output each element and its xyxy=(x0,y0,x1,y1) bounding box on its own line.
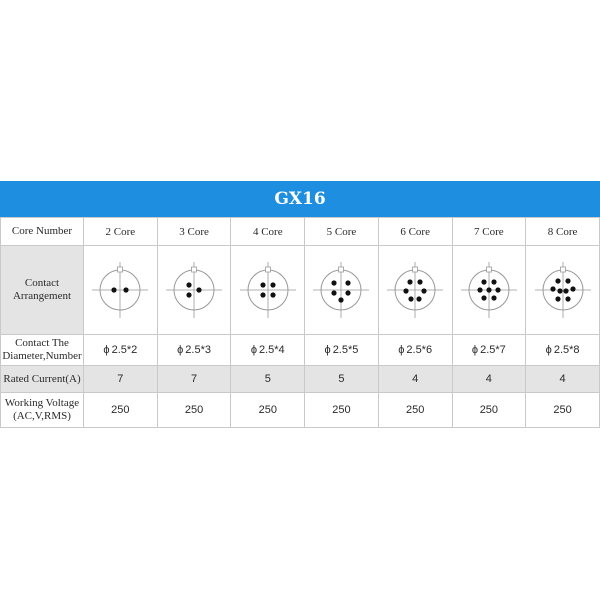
pin-dot xyxy=(186,292,191,297)
current-cell: 7 xyxy=(84,366,158,393)
row-working-voltage xyxy=(1,393,600,428)
label-line: Contact xyxy=(24,277,60,289)
table-title: GX16 xyxy=(274,189,326,209)
pin-dot xyxy=(565,296,570,301)
connector-diagram xyxy=(306,255,376,325)
arrangement-cell xyxy=(84,246,158,335)
row-core-number xyxy=(1,218,600,246)
pin-dot xyxy=(563,288,568,293)
diameter-value: 2.5*7 xyxy=(480,344,506,356)
arrangement-cell xyxy=(231,246,305,335)
row-rated-current xyxy=(1,366,600,393)
pin-dot xyxy=(555,278,560,283)
key-notch xyxy=(192,267,197,272)
pin-dot xyxy=(332,280,337,285)
diameter-symbol: ϕ xyxy=(471,344,479,356)
diameter-symbol: ϕ xyxy=(103,344,110,356)
pin-dot xyxy=(550,286,555,291)
current-cell: 5 xyxy=(305,366,379,393)
pin-dot xyxy=(196,287,201,292)
diameter-cell xyxy=(231,335,305,366)
key-notch xyxy=(413,267,418,272)
pin-dot xyxy=(570,286,575,291)
pin-dot xyxy=(346,280,351,285)
diameter-cell xyxy=(526,335,600,366)
diameter-value: 2.5*2 xyxy=(111,344,138,356)
pin-dot xyxy=(260,292,265,297)
voltage-cell: 250 xyxy=(452,393,526,428)
voltage-cell: 250 xyxy=(157,393,231,428)
pin-dot xyxy=(555,296,560,301)
pin-dot xyxy=(124,287,129,292)
diameter-cell xyxy=(305,335,379,366)
pin-dot xyxy=(417,296,422,301)
pin-dot xyxy=(339,297,344,302)
core-cell: 3 Core xyxy=(157,218,231,246)
current-cell: 4 xyxy=(452,366,526,393)
key-notch xyxy=(560,267,565,272)
diameter-cell xyxy=(157,335,231,366)
core-cell: 4 Core xyxy=(231,218,305,246)
diameter-value: 2.5*3 xyxy=(185,344,211,356)
current-cell: 7 xyxy=(157,366,231,393)
diameter-value: 2.5*4 xyxy=(258,344,285,356)
current-cell: 4 xyxy=(378,366,452,393)
label-contact-arrangement xyxy=(1,246,84,335)
core-cell: 8 Core xyxy=(526,218,600,246)
pin-dot xyxy=(270,282,275,287)
label-line: Arrangement xyxy=(12,290,72,302)
pin-dot xyxy=(418,279,423,284)
pin-dot xyxy=(486,287,491,292)
voltage-cell: 250 xyxy=(231,393,305,428)
core-cell: 5 Core xyxy=(305,218,379,246)
connector-diagram xyxy=(528,255,598,325)
label-working-voltage xyxy=(1,393,84,428)
row-diameter xyxy=(1,335,600,366)
pin-dot xyxy=(557,288,562,293)
key-notch xyxy=(265,267,270,272)
pin-dot xyxy=(270,292,275,297)
connector-diagram xyxy=(380,255,450,325)
arrangement-cell xyxy=(452,246,526,335)
connector-diagram xyxy=(454,255,524,325)
diameter-symbol: ϕ xyxy=(324,344,331,356)
current-cell: 5 xyxy=(231,366,305,393)
diameter-value: 2.5*6 xyxy=(406,344,433,356)
pin-dot xyxy=(481,295,486,300)
arrangement-cell xyxy=(305,246,379,335)
diameter-symbol: ϕ xyxy=(250,344,257,356)
label-line: Contact The xyxy=(15,337,69,349)
diameter-value: 2.5*5 xyxy=(332,344,359,356)
key-notch xyxy=(118,267,123,272)
arrangement-cell xyxy=(378,246,452,335)
table-title-bar xyxy=(0,181,600,217)
pin-dot xyxy=(477,287,482,292)
diameter-value: 2.5*8 xyxy=(553,344,580,356)
diameter-symbol: ϕ xyxy=(177,344,184,356)
label-line: (AC,V,RMS) xyxy=(13,410,71,422)
key-notch xyxy=(486,267,491,272)
core-cell: 7 Core xyxy=(452,218,526,246)
pin-dot xyxy=(260,282,265,287)
diameter-symbol: ϕ xyxy=(398,344,405,356)
core-cell: 6 Core xyxy=(378,218,452,246)
diameter-cell xyxy=(378,335,452,366)
spec-table xyxy=(0,217,600,428)
connector-diagram xyxy=(85,255,155,325)
voltage-cell: 250 xyxy=(84,393,158,428)
diameter-cell xyxy=(452,335,526,366)
label-core-number: Core Number xyxy=(1,218,84,246)
pin-dot xyxy=(186,282,191,287)
voltage-cell: 250 xyxy=(378,393,452,428)
pin-dot xyxy=(495,287,500,292)
diameter-symbol: ϕ xyxy=(545,344,552,356)
label-line: Diameter,Number xyxy=(2,350,82,362)
pin-dot xyxy=(481,279,486,284)
label-rated-current: Rated Current(A) xyxy=(1,366,84,393)
voltage-cell: 250 xyxy=(305,393,379,428)
pin-dot xyxy=(346,290,351,295)
pin-dot xyxy=(409,296,414,301)
connector-diagram xyxy=(159,255,229,325)
pin-dot xyxy=(404,288,409,293)
arrangement-cell xyxy=(157,246,231,335)
diameter-cell xyxy=(84,335,158,366)
label-line: Working Voltage xyxy=(4,397,80,409)
connector-diagram xyxy=(233,255,303,325)
spec-table-card xyxy=(0,181,600,428)
label-diameter xyxy=(1,335,84,366)
pin-dot xyxy=(332,290,337,295)
pin-dot xyxy=(112,287,117,292)
pin-dot xyxy=(491,279,496,284)
pin-dot xyxy=(422,288,427,293)
pin-dot xyxy=(491,295,496,300)
core-cell: 2 Core xyxy=(84,218,158,246)
current-cell: 4 xyxy=(526,366,600,393)
pin-dot xyxy=(565,278,570,283)
key-notch xyxy=(339,267,344,272)
pin-dot xyxy=(408,279,413,284)
arrangement-cell xyxy=(526,246,600,335)
voltage-cell: 250 xyxy=(526,393,600,428)
row-contact-arrangement xyxy=(1,246,600,335)
